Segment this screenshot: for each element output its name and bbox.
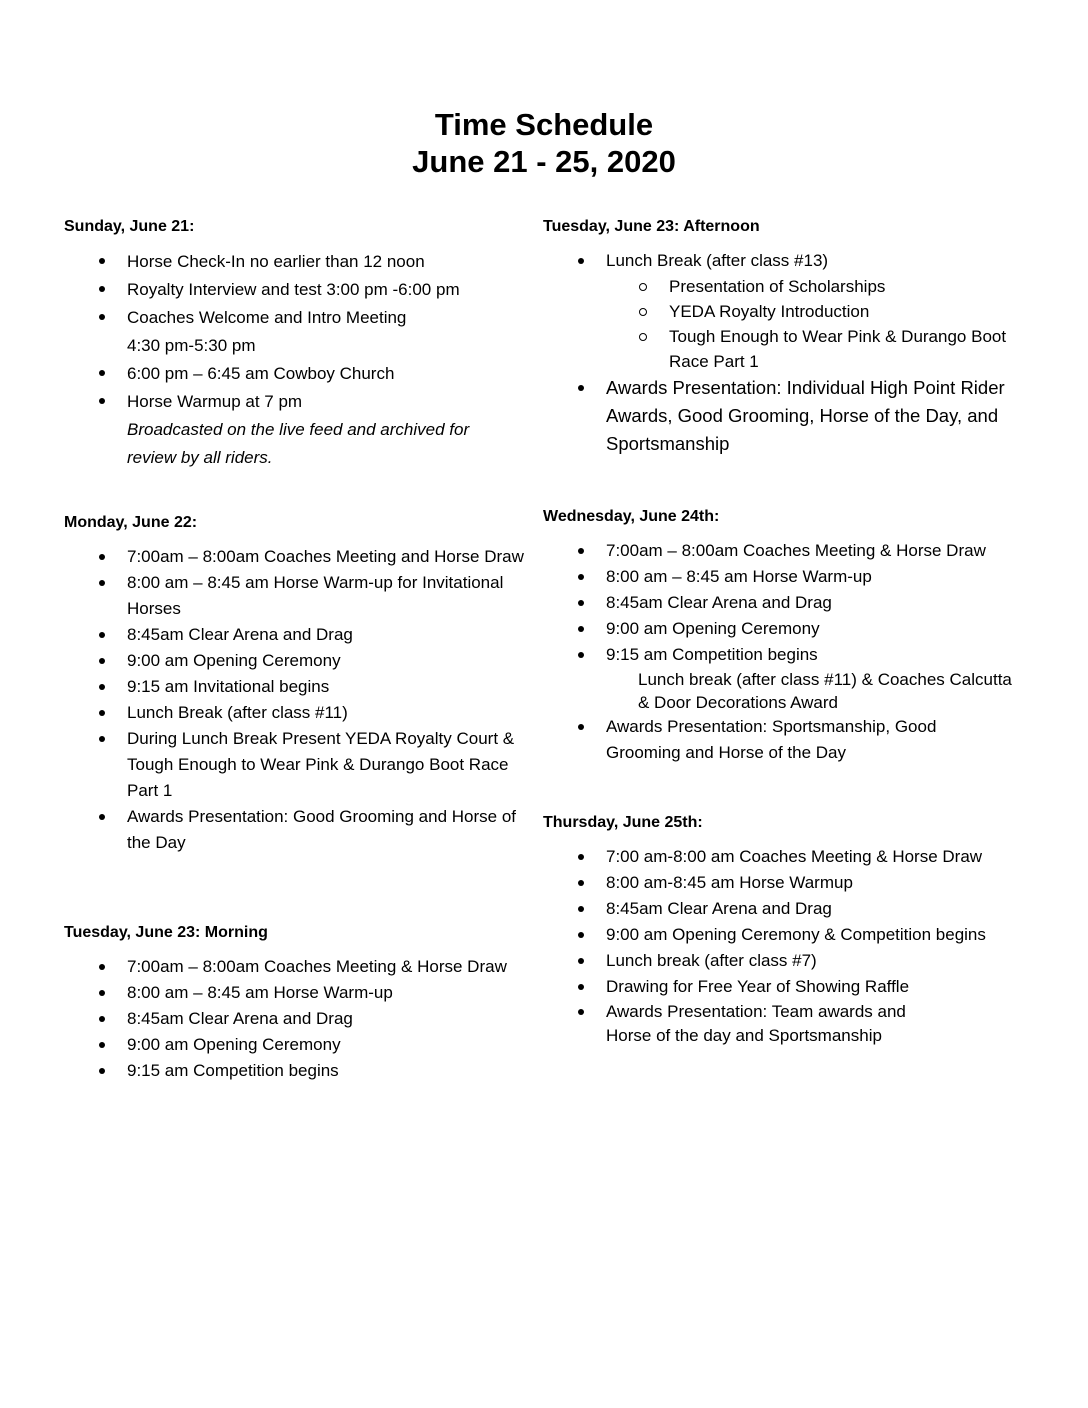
list-item: 8:00 am – 8:45 am Horse Warm-up — [543, 564, 1013, 590]
bullet-icon — [578, 984, 584, 990]
bullet-icon — [99, 990, 105, 996]
bullet-icon — [578, 724, 584, 730]
bullet-icon — [99, 554, 105, 560]
bullet-icon — [578, 880, 584, 886]
broadcast-note: review by all riders. — [127, 448, 273, 467]
list-item: 9:15 am Competition begins — [64, 1058, 534, 1084]
bullet-icon — [99, 580, 105, 586]
monday-section — [64, 510, 534, 856]
list-item: 8:45am Clear Arena and Drag — [64, 1006, 534, 1032]
page-subtitle: June 21 - 25, 2020 — [412, 144, 676, 179]
thursday-section — [543, 810, 1013, 1048]
list-item: Awards Presentation: Good Grooming and Horse of the Day — [64, 804, 534, 856]
sub-list-item: YEDA Royalty Introduction — [606, 299, 1013, 324]
list-item: 7:00 am-8:00 am Coaches Meeting & Horse Draw — [543, 844, 1013, 870]
list-item: Lunch break (after class #7) — [543, 948, 1013, 974]
wednesday-section — [543, 504, 1013, 766]
list-item: Drawing for Free Year of Showing Raffle — [543, 974, 1013, 1000]
tuesday-afternoon-heading: Tuesday, June 23: Afternoon — [543, 218, 760, 235]
bullet-icon — [99, 684, 105, 690]
circle-bullet-icon — [639, 308, 647, 316]
list-item: 7:00am – 8:00am Coaches Meeting and Horse Draw — [64, 544, 534, 570]
list-item: 9:00 am Opening Ceremony — [64, 648, 534, 674]
bullet-icon — [578, 1009, 584, 1015]
bullet-icon — [99, 314, 105, 320]
list-item: Royalty Interview and test 3:00 pm -6:00 pm — [64, 276, 534, 304]
bullet-icon — [578, 652, 584, 658]
bullet-icon — [578, 385, 584, 391]
list-item: 9:00 am Opening Ceremony & Competition begins — [543, 922, 1013, 948]
monday-heading: Monday, June 22: — [64, 514, 198, 531]
list-item: 8:45am Clear Arena and Drag — [64, 622, 534, 648]
list-item: 6:00 pm – 6:45 am Cowboy Church — [64, 360, 534, 388]
bullet-icon — [99, 736, 105, 742]
tuesday-afternoon-section — [543, 214, 1013, 458]
bullet-icon — [99, 258, 105, 264]
list-item: 8:00 am-8:45 am Horse Warmup — [543, 870, 1013, 896]
list-item: Lunch Break (after class #13) Presentation of Scholarships YEDA Royalty Introduction Tough Enough to Wear Pink & Durango Boot Race Part 1 — [543, 248, 1013, 374]
bullet-icon — [99, 1068, 105, 1074]
bullet-icon — [99, 1042, 105, 1048]
list-item: During Lunch Break Present YEDA Royalty Court & Tough Enough to Wear Pink & Durango Boot Race Part 1 — [64, 726, 534, 804]
bullet-icon — [578, 958, 584, 964]
bullet-icon — [578, 906, 584, 912]
circle-bullet-icon — [639, 333, 647, 341]
sub-list-item: Tough Enough to Wear Pink & Durango Boot Race Part 1 — [606, 324, 1013, 374]
list-item: 8:00 am – 8:45 am Horse Warm-up — [64, 980, 534, 1006]
list-item: 8:00 am – 8:45 am Horse Warm-up for Invitational Horses — [64, 570, 534, 622]
thursday-heading: Thursday, June 25th: — [543, 814, 703, 831]
tuesday-morning-section — [64, 920, 534, 1084]
list-item: 7:00am – 8:00am Coaches Meeting & Horse Draw — [64, 954, 534, 980]
bullet-icon — [578, 932, 584, 938]
lunch-note: Lunch break (after class #11) & Coaches Calcutta & Door Decorations Award — [638, 670, 1012, 712]
sub-list-item: Presentation of Scholarships — [606, 274, 1013, 299]
bullet-icon — [578, 626, 584, 632]
sunday-section — [64, 214, 534, 472]
broadcast-note: Broadcasted on the live feed and archived for — [127, 420, 470, 439]
bullet-icon — [578, 548, 584, 554]
bullet-icon — [99, 964, 105, 970]
bullet-icon — [99, 370, 105, 376]
list-item: 8:45am Clear Arena and Drag — [543, 590, 1013, 616]
bullet-icon — [578, 574, 584, 580]
circle-bullet-icon — [639, 283, 647, 291]
bullet-icon — [99, 286, 105, 292]
list-item: Horse Warmup at 7 pm Broadcasted on the live feed and archived for review by all riders. — [64, 388, 534, 472]
document-title-block — [0, 106, 1088, 180]
page-title: Time Schedule — [434, 107, 654, 142]
bullet-icon — [99, 710, 105, 716]
bullet-icon — [99, 1016, 105, 1022]
list-item: 9:15 am Invitational begins — [64, 674, 534, 700]
list-item: Awards Presentation: Team awards and Horse of the day and Sportsmanship — [543, 1000, 1013, 1048]
bullet-icon — [578, 258, 584, 264]
list-item: Awards Presentation: Individual High Point Rider Awards, Good Grooming, Horse of the Day, and Sportsmanship — [543, 374, 1013, 458]
bullet-icon — [578, 854, 584, 860]
bullet-icon — [99, 658, 105, 664]
wednesday-heading: Wednesday, June 24th: — [543, 508, 720, 525]
list-item: Lunch Break (after class #11) — [64, 700, 534, 726]
list-item: 9:00 am Opening Ceremony — [64, 1032, 534, 1058]
list-item: 9:00 am Opening Ceremony — [543, 616, 1013, 642]
list-item: Coaches Welcome and Intro Meeting 4:30 pm-5:30 pm — [64, 304, 534, 360]
list-item: Horse Check-In no earlier than 12 noon — [64, 248, 534, 276]
list-item: 9:15 am Competition begins Lunch break (after class #11) & Coaches Calcutta & Door Decorations Award — [543, 642, 1013, 714]
list-item: Awards Presentation: Sportsmanship, Good Grooming and Horse of the Day — [543, 714, 1013, 766]
bullet-icon — [99, 398, 105, 404]
bullet-icon — [578, 600, 584, 606]
bullet-icon — [99, 814, 105, 820]
bullet-icon — [99, 632, 105, 638]
tuesday-morning-heading: Tuesday, June 23: Morning — [64, 924, 268, 941]
list-item: 8:45am Clear Arena and Drag — [543, 896, 1013, 922]
sunday-heading: Sunday, June 21: — [64, 218, 195, 235]
list-item: 7:00am – 8:00am Coaches Meeting & Horse Draw — [543, 538, 1013, 564]
